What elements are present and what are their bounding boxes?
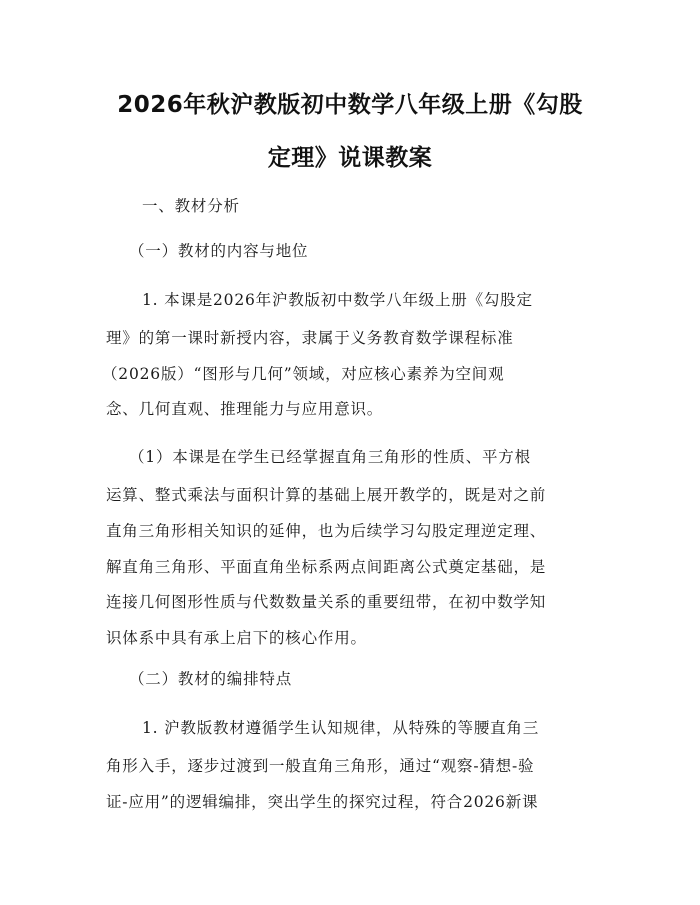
paragraph-3-line-2: 角形入手，逐步过渡到一般直角三角形，通过“观察-猜想-验 [106,757,535,775]
paragraph-1-line-1: 1. 本课是2026年沪教版初中数学八年级上册《勾股定 [142,291,533,309]
subsection-heading-content-and-status: （一）教材的内容与地位 [129,242,309,260]
paragraph-2-line-5: 连接几何图形性质与代数数量关系的重要纽带，在初中数学知 [106,593,547,611]
section-heading-teaching-material-analysis: 一、教材分析 [142,197,240,215]
paragraph-2-line-4: 解直角三角形、平面直角坐标系两点间距离公式奠定基础，是 [106,558,547,576]
paragraph-3-line-3: 证-应用”的逻辑编排，突出学生的探究过程，符合2026新课 [106,793,539,811]
paragraph-1-line-4: 念、几何直观、推理能力与应用意识。 [106,400,384,418]
paragraph-3-line-1: 1. 沪教版教材遵循学生认知规律，从特殊的等腰直角三 [142,719,540,737]
document-title-line-2: 定理》说课教案 [267,145,433,171]
subsection-heading-arrangement-features: （二）教材的编排特点 [129,670,293,688]
document-title-line-1: 2026年秋沪教版初中数学八年级上册《勾股 [117,92,583,118]
paragraph-1-line-2: 理》的第一课时新授内容，隶属于义务教育数学课程标准 [106,329,514,347]
paragraph-2-line-3: 直角三角形相关知识的延伸，也为后续学习勾股定理逆定理、 [106,522,547,540]
paragraph-2-line-1: （1）本课是在学生已经掌握直角三角形的性质、平方根 [129,448,531,466]
paragraph-2-line-6: 识体系中具有承上启下的核心作用。 [106,629,367,647]
paragraph-2-line-2: 运算、整式乘法与面积计算的基础上展开教学的，既是对之前 [106,486,547,504]
paragraph-1-line-3: （2026版）“图形与几何”领域，对应核心素养为空间观 [102,365,505,383]
